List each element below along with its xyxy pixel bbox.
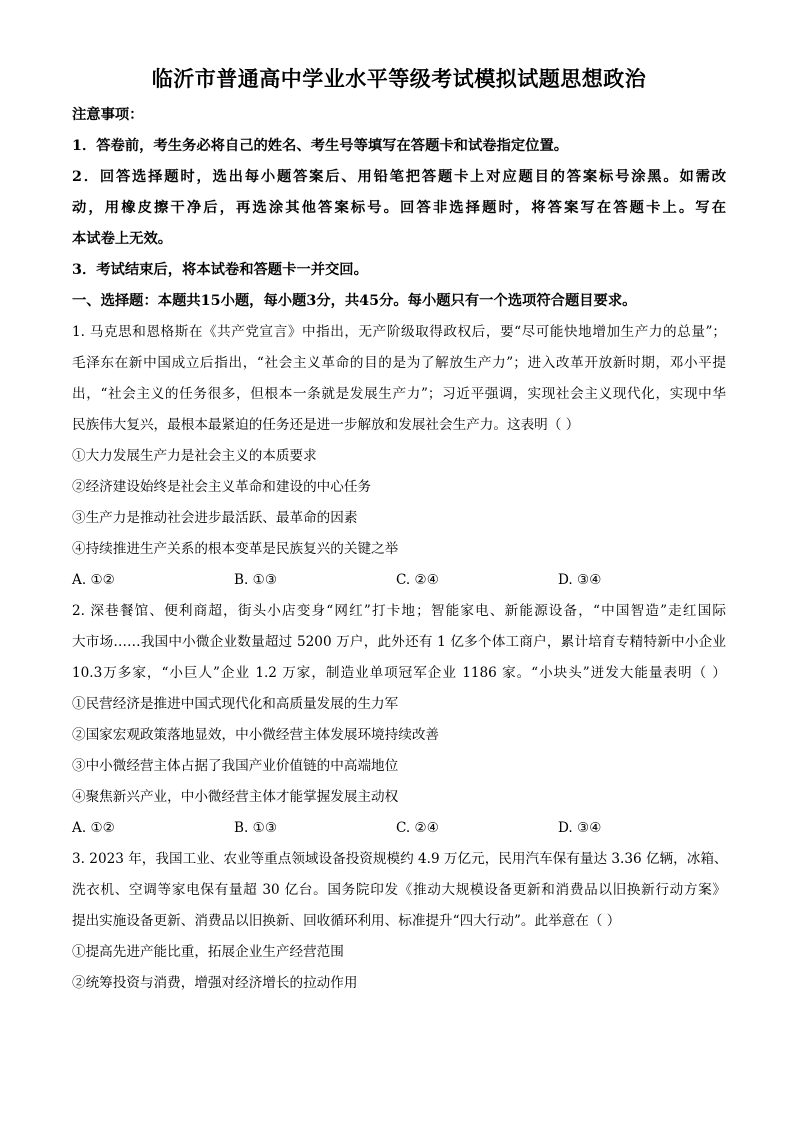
question-1-choices bbox=[72, 565, 726, 596]
notice-item-3: 3．考试结束后，将本试卷和答题卡一并交回。 bbox=[72, 262, 368, 278]
question-2-choices bbox=[72, 813, 726, 844]
question-3 bbox=[72, 844, 726, 999]
question-1-line-4: 民族伟大复兴，最根本最紧迫的任务还是进一步解放和发展社会生产力。这表明（ ） bbox=[72, 417, 580, 433]
question-3-line-2: 洗衣机、空调等家电保有量超 30 亿台。国务院印发《推动大规模设备更新和消费品以旧换新行动方案》 bbox=[72, 882, 726, 898]
question-1-statement-1: ①大力发展生产力是社会主义的本质要求 bbox=[72, 448, 317, 464]
question-1-choice-b: B. ①③ bbox=[234, 572, 278, 588]
question-1-line-2: 毛泽东在新中国成立后指出，“社会主义革命的目的是为了解放生产力”；进入改革开放新时期，邓小平提 bbox=[72, 355, 726, 371]
notice-section bbox=[72, 100, 726, 286]
question-1-stem bbox=[72, 317, 726, 441]
page-title: 临沂市普通高中学业水平等级考试模拟试题思想政治 bbox=[151, 66, 647, 91]
question-3-statement-2: ②统筹投资与消费，增强对经济增长的拉动作用 bbox=[72, 975, 358, 991]
notice-item-2-line-1: 2．回答选择题时，选出每小题答案后、用铅笔把答题卡上对应题目的答案标号涂黑。如需改 bbox=[72, 169, 726, 185]
section-heading-choice: 一、选择题：本题共15小题，每小题3分，共45分。每小题只有一个选项符合题目要求。 bbox=[72, 293, 637, 309]
question-2-line-1: 2. 深巷餐馆、便利商超，街头小店变身“网红”打卡地；智能家电、新能源设备，“中国智造”走红国际 bbox=[72, 603, 726, 619]
question-2-choice-a: A. ①② bbox=[72, 820, 115, 836]
exam-page bbox=[72, 64, 726, 999]
question-1-statement-4: ④持续推进生产关系的根本变革是民族复兴的关键之举 bbox=[72, 541, 399, 557]
question-2-statement-1: ①民营经济是推进中国式现代化和高质量发展的生力军 bbox=[72, 696, 399, 712]
question-3-statement-1: ①提高先进产能比重，拓展企业生产经营范围 bbox=[72, 944, 344, 960]
question-1-choice-c: C. ②④ bbox=[396, 572, 439, 588]
notice-item-1: 1．答卷前，考生务必将自己的姓名、考生号等填写在答题卡和试卷指定位置。 bbox=[72, 138, 569, 154]
question-2-statement-3: ③中小微经营主体占据了我国产业价值链的中高端地位 bbox=[72, 758, 399, 774]
question-2-line-3: 10.3万多家，“小巨人”企业 1.2 万家，制造业单项冠军企业 1186 家。“小块头”迸发大能量表明（ ） bbox=[72, 665, 726, 681]
question-3-line-3: 提出实施设备更新、消费品以旧换新、回收循环利用、标准提升“四大行动”。此举意在（ ） bbox=[72, 913, 621, 929]
notice-item-2-line-3: 本试卷上无效。 bbox=[72, 231, 173, 247]
question-3-stem bbox=[72, 844, 726, 937]
question-1 bbox=[72, 317, 726, 596]
question-2-stem bbox=[72, 596, 726, 689]
question-2-statement-4: ④聚焦新兴产业，中小微经营主体才能掌握发展主动权 bbox=[72, 789, 399, 805]
question-2-choice-c: C. ②④ bbox=[396, 820, 439, 836]
question-2-choice-d: D. ③④ bbox=[558, 820, 602, 836]
question-1-choice-d: D. ③④ bbox=[558, 572, 602, 588]
question-3-line-1: 3. 2023 年，我国工业、农业等重点领域设备投资规模约 4.9 万亿元，民用汽车保有量达 3.36 亿辆，冰箱、 bbox=[72, 851, 728, 867]
question-1-choice-a: A. ①② bbox=[72, 572, 115, 588]
notice-heading: 注意事项： bbox=[72, 107, 144, 123]
question-2 bbox=[72, 596, 726, 844]
question-2-line-2: 大市场……我国中小微企业数量超过 5200 万户，此外还有 1 亿多个体工商户，累计培育专精特新中小企业 bbox=[72, 634, 726, 650]
notice-item-2-line-2: 动，用橡皮擦干净后，再选涂其他答案标号。回答非选择题时，将答案写在答题卡上。写在 bbox=[72, 200, 726, 216]
question-1-line-3: 出，“社会主义的任务很多，但根本一条就是发展生产力”；习近平强调，实现社会主义现代化，实现中华 bbox=[72, 386, 726, 402]
question-1-statement-3: ③生产力是推动社会进步最活跃、最革命的因素 bbox=[72, 510, 358, 526]
question-2-statement-2: ②国家宏观政策落地显效，中小微经营主体发展环境持续改善 bbox=[72, 727, 440, 743]
question-1-line-1: 1. 马克思和恩格斯在《共产党宣言》中指出，无产阶级取得政权后，要“尽可能快地增加生产力的总量”； bbox=[72, 324, 726, 340]
question-1-statement-2: ②经济建设始终是社会主义革命和建设的中心任务 bbox=[72, 479, 372, 495]
question-2-choice-b: B. ①③ bbox=[234, 820, 278, 836]
